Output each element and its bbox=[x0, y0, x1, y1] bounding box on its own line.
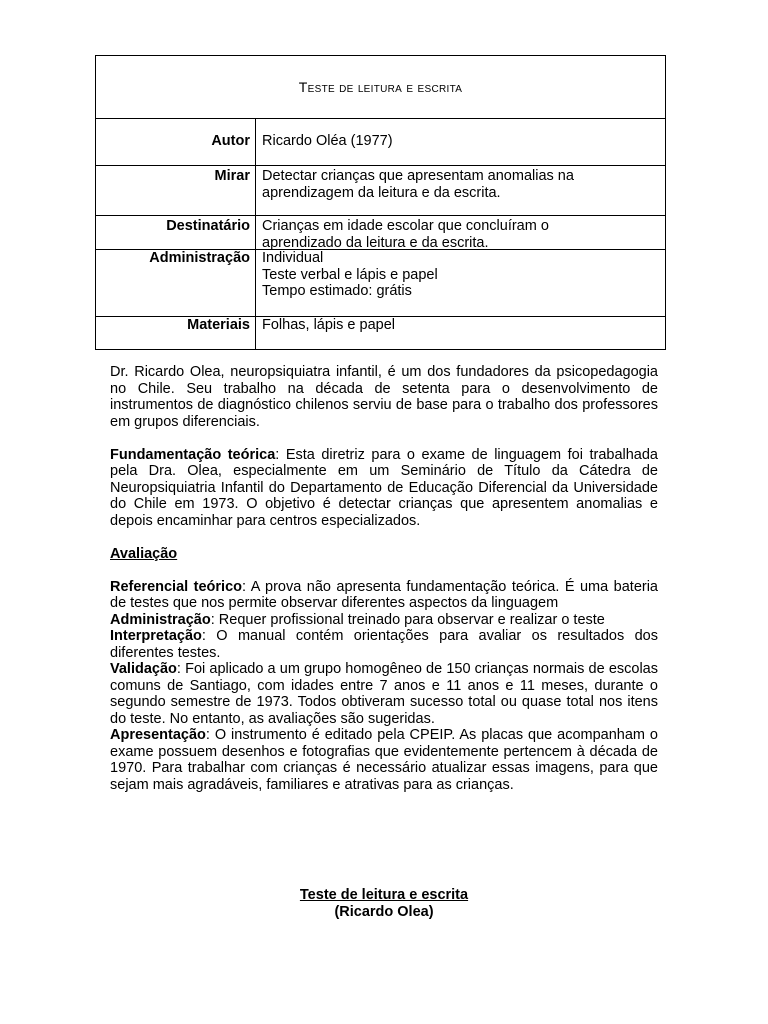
footer-title bbox=[110, 887, 658, 921]
value-line: aprendizado da leitura e da escrita. bbox=[262, 234, 489, 251]
item-apresentacao bbox=[110, 727, 658, 793]
table-row-destinatario bbox=[96, 216, 665, 250]
item-text: : A prova não apresenta fundamentação teórica. É uma bateria de testes que nos permite observar diferentes aspectos da linguagem bbox=[110, 578, 658, 611]
avaliacao-heading bbox=[110, 546, 658, 563]
fundamentacao-label: Fundamentação teórica bbox=[110, 446, 276, 463]
fundamentacao-paragraph bbox=[110, 447, 658, 530]
item-label: Referencial teórico bbox=[110, 578, 242, 595]
value-line: Ricardo Oléa (1977) bbox=[262, 133, 393, 149]
row-label: Autor bbox=[96, 119, 256, 165]
row-value bbox=[256, 317, 665, 349]
item-label: Validação bbox=[110, 661, 177, 677]
info-table bbox=[95, 55, 666, 350]
value-line: Tempo estimado: grátis bbox=[262, 283, 412, 299]
item-text: : O instrumento é editado pela CPEIP. As placas que acompanham o exame possuem desenhos e fotografias que evidentemente pertencem à década de 1970. Para trabalhar com crianças é necessário atualizar essas imagens, para que sejam mais agradáveis, familiares e atrativas para as crianças. bbox=[110, 727, 658, 793]
table-title-text: Teste de leitura e escrita bbox=[298, 79, 463, 95]
row-value bbox=[256, 216, 665, 249]
table-row-autor bbox=[96, 119, 665, 166]
row-value bbox=[256, 250, 665, 316]
value-line: Teste verbal e lápis e papel bbox=[262, 266, 438, 283]
row-label: Destinatário bbox=[96, 216, 256, 249]
item-text: : Requer profissional treinado para observar e realizar o teste bbox=[210, 611, 605, 628]
value-line: Detectar crianças que apresentam anomalias na bbox=[262, 168, 574, 184]
footer-title-main: Teste de leitura e escrita bbox=[299, 887, 469, 903]
body-text bbox=[110, 364, 658, 793]
item-text: : O manual contém orientações para avaliar os resultados dos diferentes testes. bbox=[110, 628, 658, 661]
fundamentacao-text: : Esta diretriz para o exame de linguagem foi trabalhada pela Dra. Olea, especialmente em um Seminário de Título da Cátedra de Neuropsiquiatria Infantil do Departamento de Educação Diferencial da Universidade do Chile em 1973. O objetivo é detectar crianças que apresentem anomalias e depois encaminhar para centros especializados. bbox=[110, 446, 659, 529]
item-validacao bbox=[110, 661, 658, 727]
item-text: : Foi aplicado a um grupo homogêneo de 150 crianças normais de escolas comuns de Santiago, com idades entre 7 anos e 11 anos e 11 meses, durante o segundo semestre de 1973. Todos obtiveram sucesso total ou quase total nos itens do teste. No entanto, as avaliações são sugeridas. bbox=[110, 661, 658, 727]
item-label: Administração bbox=[110, 611, 211, 628]
item-label: Interpretação bbox=[110, 628, 202, 644]
row-value bbox=[256, 166, 665, 215]
item-interpretacao bbox=[110, 628, 658, 661]
value-line: aprendizagem da leitura e da escrita. bbox=[262, 184, 501, 201]
value-line: Crianças em idade escolar que concluíram o bbox=[262, 218, 549, 234]
table-row-administracao bbox=[96, 250, 665, 317]
table-row-mirar bbox=[96, 166, 665, 216]
item-administracao bbox=[110, 612, 658, 629]
table-row-materiais bbox=[96, 317, 665, 349]
item-label: Apresentação bbox=[110, 727, 206, 743]
avaliacao-heading-text: Avaliação bbox=[110, 545, 178, 562]
table-title bbox=[96, 56, 665, 119]
row-label: Administração bbox=[96, 250, 256, 316]
value-line: Individual bbox=[262, 250, 324, 266]
row-value bbox=[256, 119, 665, 165]
footer-title-sub: (Ricardo Olea) bbox=[334, 904, 434, 920]
intro-paragraph: Dr. Ricardo Olea, neuropsiquiatra infantil, é um dos fundadores da psicopedagogia no Chile. Seu trabalho na década de setenta para o desenvolvimento de instrumentos de diagnóstico chilenos serviu de base para o trabalho dos professores em grupos diferenciais. bbox=[110, 364, 658, 430]
value-line: Folhas, lápis e papel bbox=[262, 317, 395, 333]
item-referencial bbox=[110, 579, 658, 612]
row-label: Mirar bbox=[96, 166, 256, 215]
row-label: Materiais bbox=[96, 317, 256, 349]
